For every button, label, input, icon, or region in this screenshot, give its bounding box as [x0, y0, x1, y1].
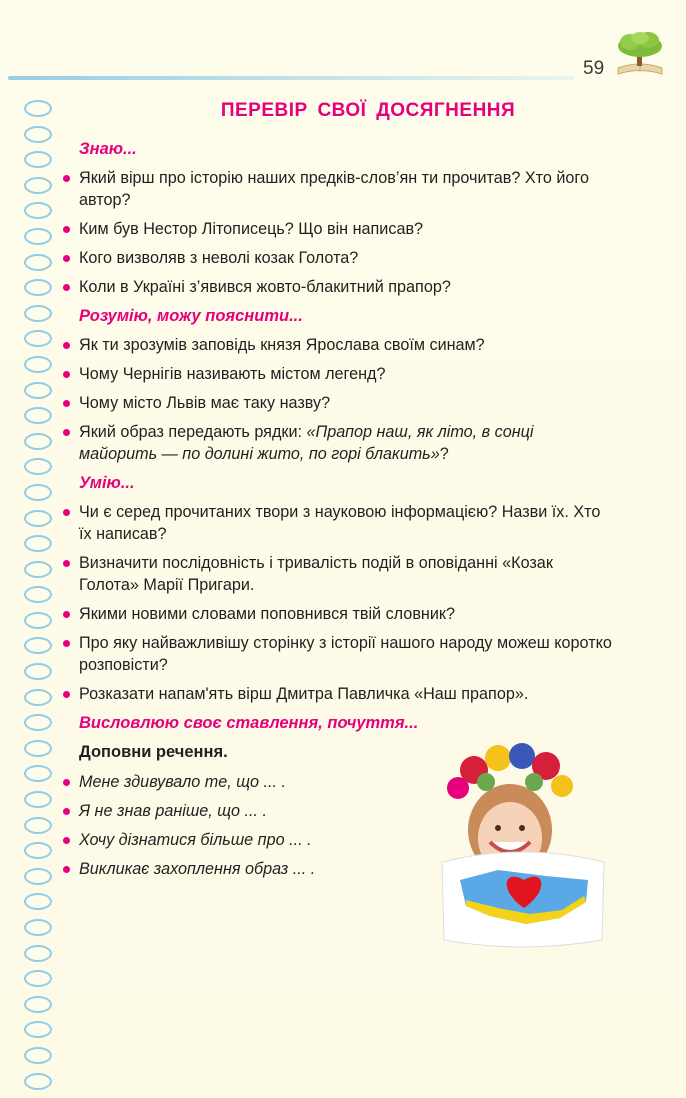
bullet	[63, 779, 70, 786]
binder-ring	[24, 586, 52, 603]
binder-ring	[24, 1047, 52, 1064]
bullet	[63, 808, 70, 815]
binder-ring	[24, 893, 52, 910]
binder-ring	[24, 407, 52, 424]
binder-ring	[24, 842, 52, 859]
binder-ring	[24, 714, 52, 731]
bullet	[63, 342, 70, 349]
binder-ring	[24, 433, 52, 450]
binder-ring	[24, 919, 52, 936]
page-number: 59	[583, 58, 605, 79]
binder-ring	[24, 356, 52, 373]
binder-ring	[24, 305, 52, 322]
binder-ring	[24, 637, 52, 654]
binder-ring	[24, 151, 52, 168]
list-item: Чому місто Львів має таку назву?	[63, 392, 615, 414]
binder-ring	[24, 202, 52, 219]
binder-ring	[24, 254, 52, 271]
list-item: Чи є серед прочитаних твори з науковою інформацією? Назви їх. Хто їх написав?	[63, 501, 615, 545]
binder-ring	[24, 663, 52, 680]
list-item: Чому Чернігів називають містом легенд?	[63, 363, 615, 385]
list-item: Який вірш про історію наших предків-слов’ян ти прочитав? Хто його автор?	[63, 167, 615, 211]
binder-ring	[24, 510, 52, 527]
binder-ring	[24, 382, 52, 399]
binder-ring	[24, 458, 52, 475]
bullet	[63, 400, 70, 407]
binder-ring	[24, 279, 52, 296]
binder-ring	[24, 765, 52, 782]
binder-ring	[24, 970, 52, 987]
bullet	[63, 509, 70, 516]
bullet	[63, 640, 70, 647]
list-item: Ким був Нестор Літописець? Що він написав?	[63, 218, 615, 240]
list-item: Розказати напам'ять вірш Дмитра Павличка «Наш прапор».	[63, 683, 615, 705]
binder-ring	[24, 740, 52, 757]
list-item: Я не знав раніше, що ... .	[63, 800, 615, 822]
tree-book-icon	[612, 30, 668, 76]
list-item: Мене здивувало те, що ... .	[63, 771, 615, 793]
section-heading-express: Висловлюю своє ставлення, почуття...	[79, 714, 419, 732]
notebook-rings	[24, 100, 54, 1098]
binder-ring	[24, 177, 52, 194]
binder-ring	[24, 1021, 52, 1038]
poem-quote: «Прапор наш, як літо, в сонці майорить — по долині жито, по горі блакить»	[79, 423, 534, 463]
binder-ring	[24, 791, 52, 808]
list-item: Який образ передають рядки: «Прапор наш, як літо, в сонці майорить — по долині жито, по горі блакить»?	[63, 421, 615, 465]
binder-ring	[24, 945, 52, 962]
section-heading-know: Знаю...	[79, 140, 137, 158]
bullet	[63, 371, 70, 378]
bullet	[63, 691, 70, 698]
header-rule	[8, 76, 574, 80]
list-item: Кого визволяв з неволі козак Голота?	[63, 247, 615, 269]
bullet	[63, 611, 70, 618]
binder-ring	[24, 228, 52, 245]
bullet	[63, 866, 70, 873]
list-item: Якими новими словами поповнився твій словник?	[63, 603, 615, 625]
list-item: Визначити послідовність і тривалість подій в оповіданні «Козак Голота» Марії Пригари.	[63, 552, 615, 596]
bullet	[63, 255, 70, 262]
binder-ring	[24, 484, 52, 501]
bullet	[63, 226, 70, 233]
binder-ring	[24, 868, 52, 885]
binder-ring	[24, 330, 52, 347]
binder-ring	[24, 612, 52, 629]
section-heading-can: Умію...	[79, 474, 135, 492]
bullet	[63, 560, 70, 567]
list-item: Як ти зрозумів заповідь князя Ярослава своїм синам?	[63, 334, 615, 356]
girl-with-flower-wreath-image	[438, 730, 608, 950]
list-item: Про яку найважливішу сторінку з історії нашого народу можеш коротко розповісти?	[63, 632, 615, 676]
list-item: Коли в Україні з’явився жовто-блакитний прапор?	[63, 276, 615, 298]
binder-ring	[24, 689, 52, 706]
instruction: Доповни речення.	[79, 743, 228, 761]
binder-ring	[24, 126, 52, 143]
binder-ring	[24, 535, 52, 552]
list-item: Викликає захоплення образ ... .	[63, 858, 615, 880]
bullet	[63, 175, 70, 182]
bullet	[63, 284, 70, 291]
binder-ring	[24, 996, 52, 1013]
bullet	[63, 429, 70, 436]
section-heading-understand: Розумію, можу пояснити...	[79, 307, 303, 325]
binder-ring	[24, 1073, 52, 1090]
bullet	[63, 837, 70, 844]
binder-ring	[24, 817, 52, 834]
list-item: Хочу дізнатися більше про ... .	[63, 829, 615, 851]
page-title: ПЕРЕВІР СВОЇ ДОСЯГНЕННЯ	[220, 100, 516, 121]
binder-ring	[24, 561, 52, 578]
